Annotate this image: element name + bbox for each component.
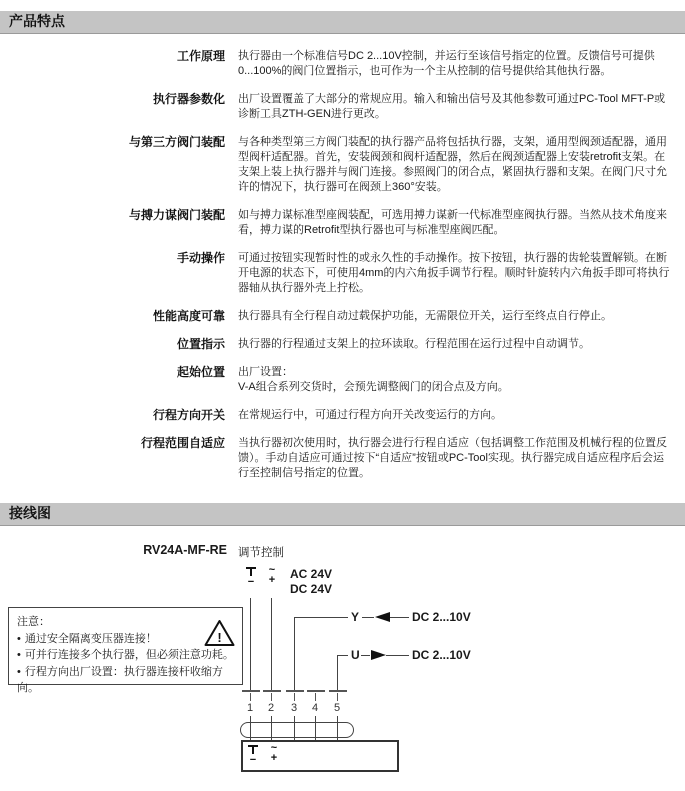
notes-box	[8, 607, 243, 694]
feature-text: 执行器由一个标准信号DC 2...10V控制，并运行至该信号指定的位置。反馈信号可提供0...100%的阀门位置指示，也可作为一个主从控制的信号提供给其他执行器。	[238, 50, 655, 77]
feature-label: 行程范围自适应	[140, 436, 225, 450]
plus-symbol: +	[268, 574, 276, 586]
feature-label: 位置指示	[176, 337, 225, 351]
note-item	[17, 647, 234, 664]
feature-row	[0, 337, 685, 352]
terminal-tick	[337, 693, 338, 701]
feature-label: 执行器参数化	[152, 92, 225, 106]
terminal1-symbols	[242, 567, 260, 587]
feature-text: 出厂设置覆盖了大部分的常规应用。输入和输出信号及其他参数可通过PC-Tool MFT-P或诊断工具ZTH-GEN进行更改。	[238, 93, 666, 120]
feature-text: 当执行器初次使用时，执行器会进行行程自适应（包括调整工作范围及机械行程的位置反馈）。手动自适应可通过按下“自适应”按钮或PC-Tool实现。执行器完成自适应程序后会运行至控制信号指定的位置。	[238, 437, 667, 479]
wire-terminal-5	[337, 655, 338, 690]
bullet: •	[17, 632, 21, 645]
signal-y-value: DC 2...10V	[412, 610, 471, 624]
wiring-diagram	[0, 526, 685, 782]
terminal-number-1: 1	[246, 702, 254, 714]
feature-row	[0, 365, 685, 395]
terminal-contact-icon	[307, 690, 325, 692]
feature-text: 可通过按钮实现暂时性的或永久性的手动操作。按下按钮，执行器的齿轮装置解锁。在断开电源的状态下，可使用4mm的内六角扳手调节行程。顺时针旋转内六角扳手即可将执行器轴从执行器外壳上拧松。	[238, 252, 670, 294]
feature-label: 行程方向开关	[152, 408, 225, 422]
bullet: •	[17, 649, 21, 661]
note-text: 通过安全隔离变压器连接！	[24, 632, 157, 645]
arrow-right-icon	[371, 650, 386, 660]
feature-label: 性能高度可靠	[152, 309, 225, 323]
control-type-label: 调节控制	[238, 547, 284, 559]
notes-title: 注意：	[17, 616, 50, 628]
terminal2-symbols	[263, 565, 281, 585]
actuator-terminal2-symbols	[265, 743, 283, 763]
cable-bundle-oval	[240, 722, 354, 738]
feature-row	[0, 309, 685, 324]
terminal-contact-icon	[263, 690, 281, 692]
plus-symbol: +	[270, 752, 278, 764]
bullet: •	[17, 665, 21, 678]
terminal-number-2: 2	[267, 702, 275, 714]
note-text: 行程方向出厂设置：执行器连接杆收缩方向。	[17, 665, 223, 694]
signal-y-label: Y	[351, 610, 360, 624]
terminal-number-4: 4	[311, 702, 319, 714]
common-terminal-icon	[248, 745, 258, 754]
section-header-product-features: 产品特点	[0, 11, 685, 34]
feature-label: 与第三方阀门装配	[128, 135, 225, 149]
wire-y-elbow	[294, 617, 348, 618]
power-label-dc: DC 24V	[290, 582, 333, 596]
terminal-contact-icon	[242, 690, 260, 692]
signal-u-value: DC 2...10V	[412, 648, 471, 662]
feature-row	[0, 408, 685, 423]
wire-y-segment	[362, 617, 374, 618]
note-item	[17, 664, 234, 697]
ac-symbol: ~	[270, 742, 278, 754]
feature-text: 执行器的行程通过支架上的拉环读取。行程范围在运行过程中自动调节。	[238, 338, 590, 350]
wire-u-elbow	[337, 655, 348, 656]
wire-u-segment2	[386, 655, 409, 656]
signal-u-label: U	[351, 648, 360, 662]
actuator-box	[241, 740, 399, 772]
feature-row	[0, 135, 685, 195]
ac-symbol: ~	[268, 564, 276, 576]
terminal-tick	[294, 693, 295, 701]
feature-label: 工作原理	[176, 49, 225, 63]
terminal-contact-icon	[286, 690, 304, 692]
wire-terminal-1	[250, 598, 251, 690]
feature-text: 执行器具有全行程自动过载保护功能，无需限位开关，运行至终点自行停止。	[238, 310, 612, 322]
terminal-number-5: 5	[333, 702, 341, 714]
terminal-contact-icon	[329, 690, 347, 692]
feature-text: 出厂设置： V-A组合系列交货时，会预先调整阀门的闭合点及方向。	[238, 366, 509, 393]
feature-row	[0, 436, 685, 481]
svg-text:!: !	[217, 630, 222, 645]
feature-label: 起始位置	[176, 365, 225, 379]
note-text: 可并行连接多个执行器，但必须注意功耗。	[24, 649, 234, 661]
feature-row	[0, 251, 685, 296]
terminal-tick	[315, 693, 316, 701]
minus-symbol: −	[249, 754, 257, 766]
power-label-ac: AC 24V	[290, 567, 333, 581]
feature-row	[0, 208, 685, 238]
feature-text: 与各种类型第三方阀门装配的执行器产品将包括执行器，支架，通用型阀颈适配器，通用型阀杆适配器。首先，安装阀颈和阀杆适配器，然后在阀颈适配器上安装retrofit支架。在支架上装上执行器并与阀门连接。参照阀门的闭合点，紧固执行器和支架。在阀门尺寸允许的情况下，执行器可在阀颈上360°安装。	[238, 136, 667, 193]
note-item	[17, 631, 234, 648]
feature-label: 手动操作	[176, 251, 225, 265]
warning-triangle-icon	[204, 619, 235, 647]
model-number: RV24A-MF-RE	[143, 543, 227, 557]
actuator-terminal1-symbols	[244, 745, 262, 765]
common-terminal-icon	[246, 567, 256, 576]
section-header-wiring-diagram: 接线图	[0, 503, 685, 526]
wire-y-segment2	[390, 617, 409, 618]
features-list	[0, 34, 685, 503]
terminal-tick	[271, 693, 272, 701]
feature-label: 与搏力谋阀门装配	[128, 208, 225, 222]
wire-u-segment	[361, 655, 370, 656]
feature-row	[0, 49, 685, 79]
arrow-left-icon	[375, 612, 390, 622]
feature-text: 如与搏力谋标准型座阀装配，可选用搏力谋新一代标准型座阀执行器。当然从技术角度来看，搏力谋的Retrofit型执行器也可与标准型座阀匹配。	[238, 209, 667, 236]
minus-symbol: −	[247, 576, 255, 588]
terminal-number-3: 3	[290, 702, 298, 714]
feature-row	[0, 92, 685, 122]
wire-terminal-3	[294, 617, 295, 690]
wire-terminal-2	[271, 598, 272, 690]
terminal-tick	[250, 693, 251, 701]
feature-text: 在常规运行中，可通过行程方向开关改变运行的方向。	[238, 409, 502, 421]
